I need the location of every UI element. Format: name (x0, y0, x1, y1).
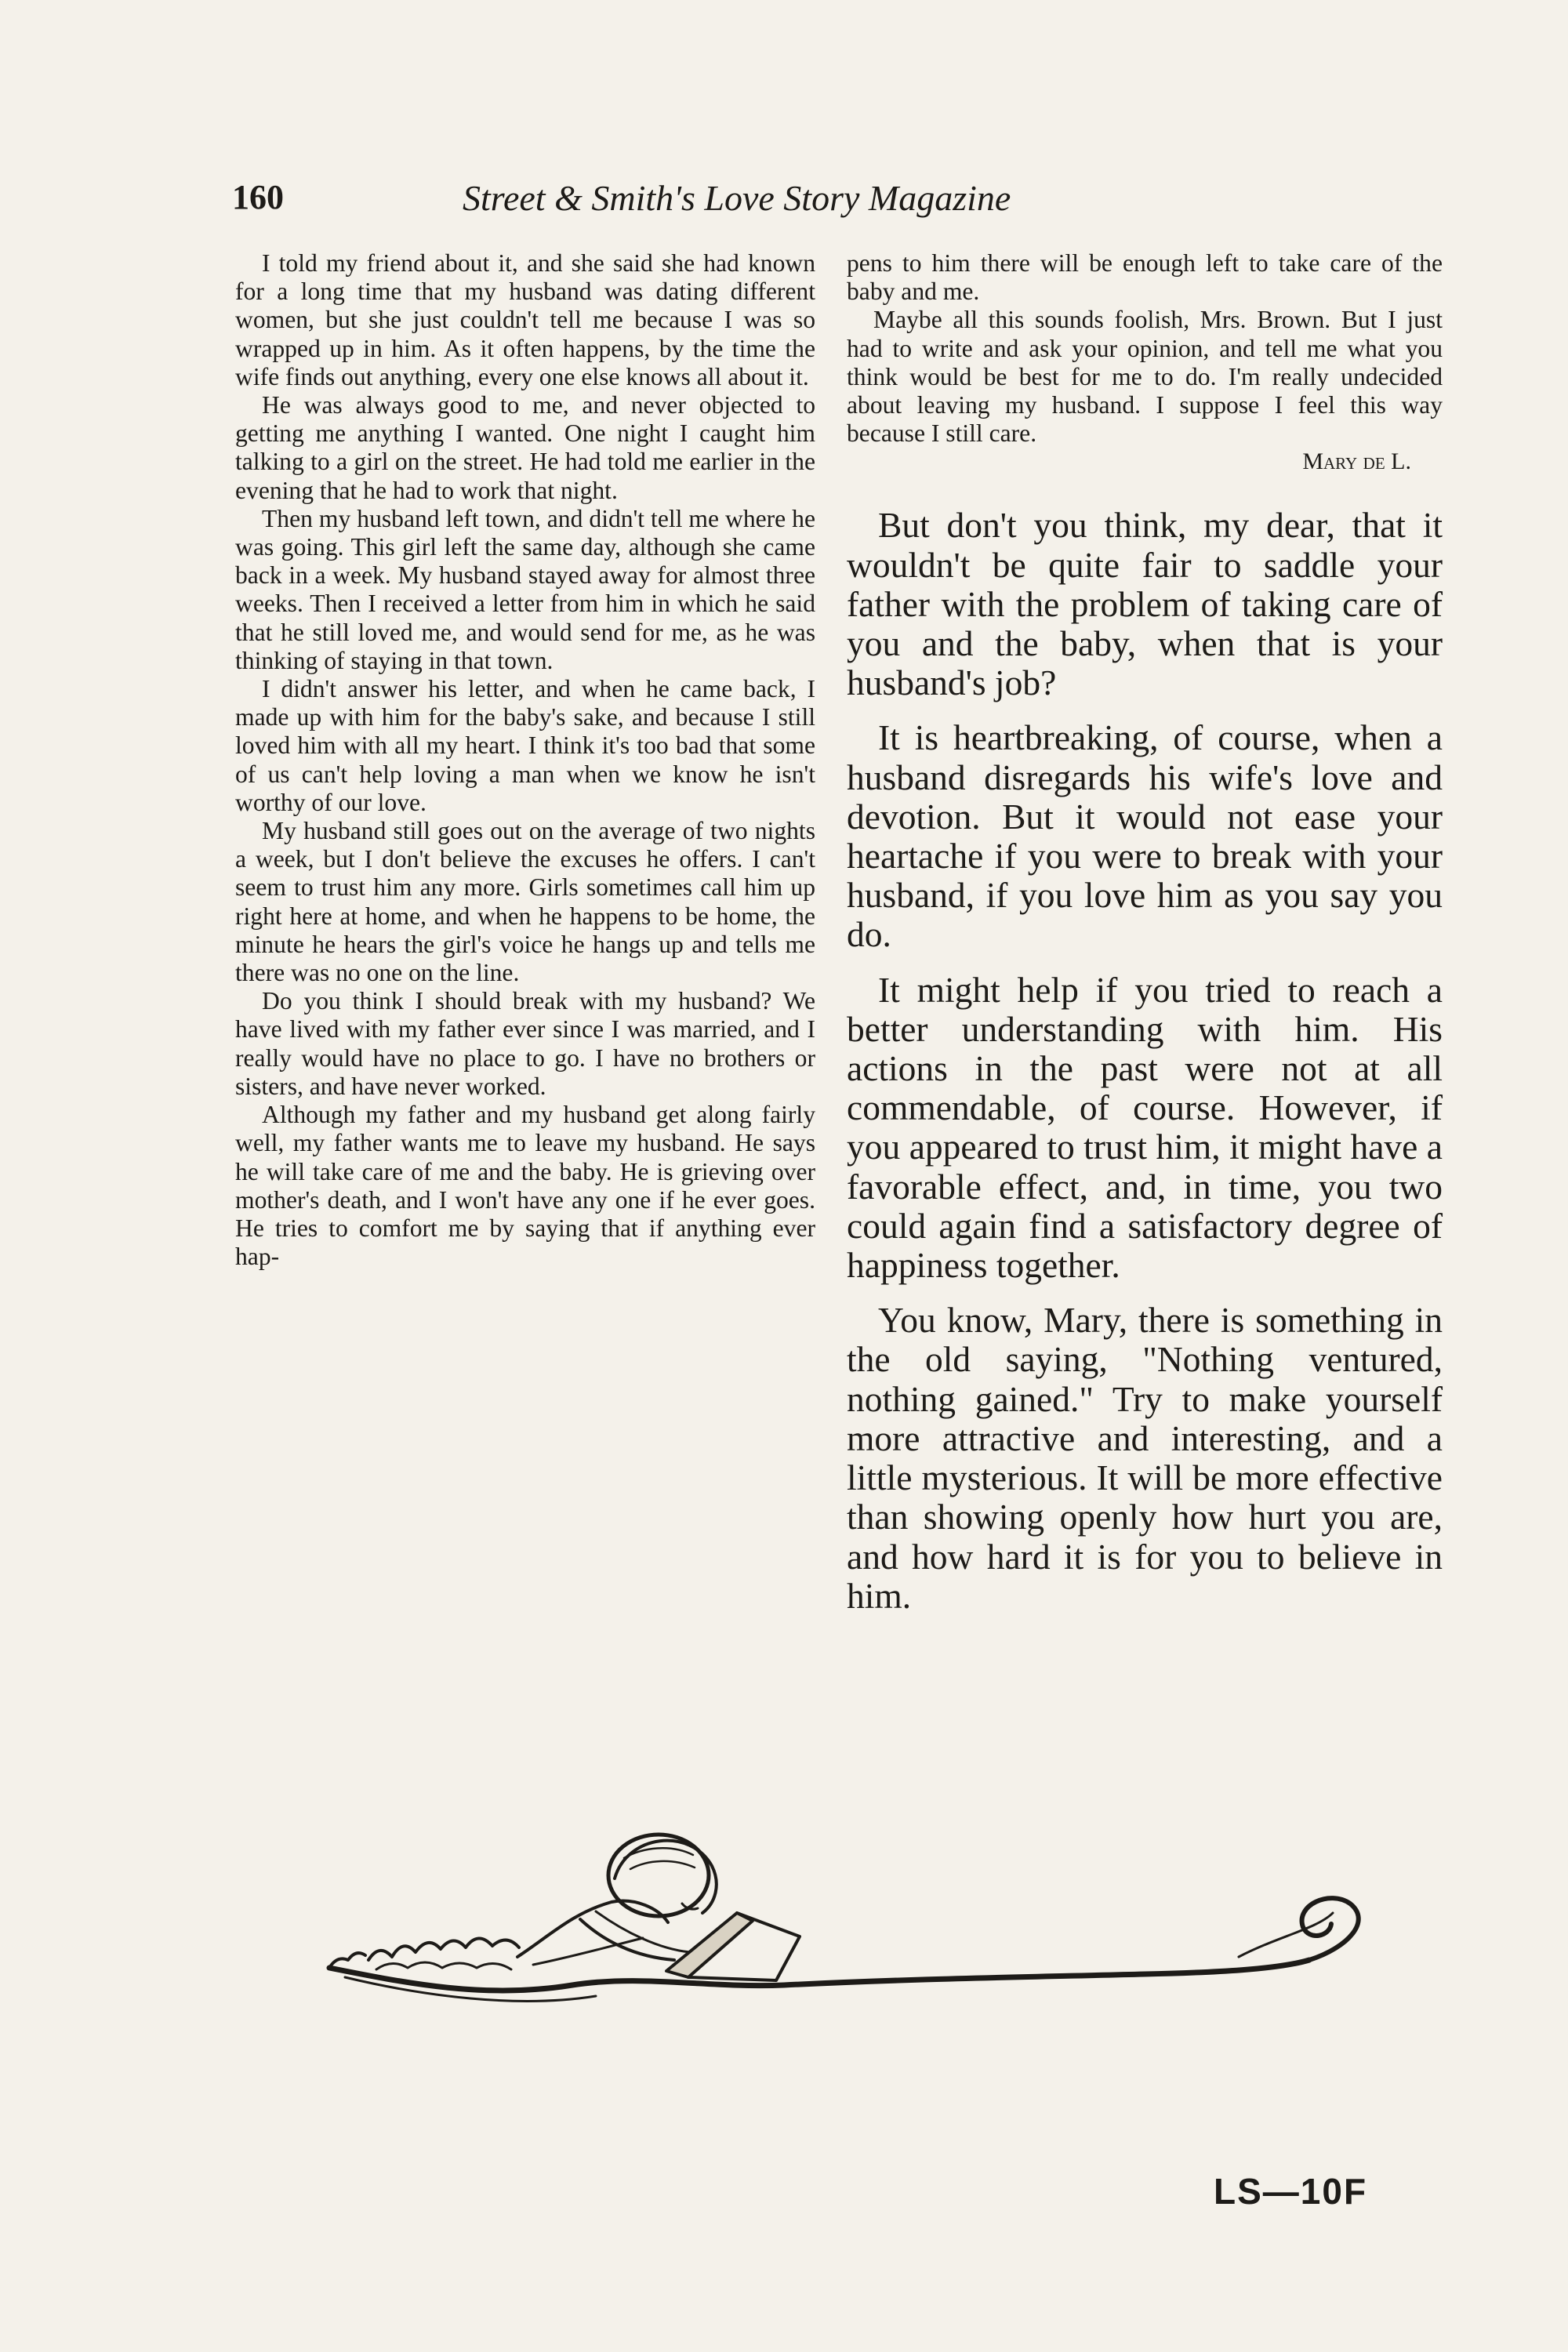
letter-paragraph-1: I told my friend about it, and she said she had known for a long time that my husband was dating different women, but she just couldn't tell me because I was so wrapped up in him. As it often happens, by the time the wife finds out anything, every one else knows all about it. (235, 249, 815, 390)
letter-paragraph-4: I didn't answer his letter, and when he came back, I made up with him for the baby's sake, and because I still loved him with all my heart. I think it's too bad that some of us can't help loving a man when we know he isn't worthy of our love. (235, 675, 815, 816)
letter-end (847, 249, 1443, 476)
letter-paragraph-3: Then my husband left town, and didn't tell me where he was going. This girl left the same day, although she came back in a week. My husband stayed away for almost three weeks. Then I received a letter from him in which he said that he still loved me, and would send for me, as he was thinking of staying in that town. (235, 504, 815, 674)
form-code: LS—10F (1214, 2171, 1368, 2212)
letter-column-left (235, 249, 815, 1271)
letter-paragraph-7: Although my father and my husband get along fairly well, my father wants me to leave my husband. He says he will take care of me and the baby. He is grieving over mother's death, and I won't have any one if he ever goes. He tries to comfort me by saying that if anything ever hap- (235, 1101, 815, 1271)
letter-closing-paragraph: Maybe all this sounds foolish, Mrs. Brown. But I just had to write and ask your opinion, and tell me what you think would be best for me to do. I'm really undecided about leaving my husband. I suppose I feel this way because I still care. (847, 306, 1443, 448)
reading-girl-illustration (314, 1803, 1411, 2085)
letter-paragraph-5: My husband still goes out on the average of two nights a week, but I don't believe the excuses he offers. I can't seem to trust him any more. Girls sometimes call him up right here at home, and when he happens to be home, the minute he hears the girl's voice he hangs up and tells me there was no one on the line. (235, 817, 815, 987)
right-column (847, 249, 1443, 1632)
editor-reply (847, 506, 1443, 1615)
reply-paragraph-3: It might help if you tried to reach a better understanding with him. His actions in the past were not at all commendable, of course. However, if you appeared to trust him, it might have a favorable effect, and, in time, you two could again find a satisfactory degree of happiness together. (847, 969, 1443, 1286)
reply-paragraph-4: You know, Mary, there is something in the old saying, "Nothing ventured, nothing gained." Try to make yourself more attractive and interesting, and a little mysterious. It will be more effective than showing openly how hurt you are, and how hard it is for you to believe in him. (847, 1300, 1443, 1616)
letter-paragraph-2: He was always good to me, and never objected to getting me anything I wanted. One night I caught him talking to a girl on the street. He had told me earlier in the evening that he had to work that night. (235, 391, 815, 504)
page-number: 160 (232, 178, 284, 216)
reply-paragraph-1: But don't you think, my dear, that it wouldn't be quite fair to saddle your father with the problem of taking care of you and the baby, when that is your husband's job? (847, 505, 1443, 703)
letter-continuation: pens to him there will be enough left to take care of the baby and me. (847, 249, 1443, 306)
letter-signature: Mary de L. (1302, 448, 1411, 475)
letter-paragraph-6: Do you think I should break with my husband? We have lived with my father ever since I was married, and I really would have no place to go. I have no brothers or sisters, and have never worked. (235, 987, 815, 1100)
magazine-title: Street & Smith's Love Story Magazine (463, 178, 1011, 218)
reply-paragraph-2: It is heartbreaking, of course, when a husband disregards his wife's love and devotion. But it would not ease your heartache if you were to break with your husband, if you love him as you say you do. (847, 717, 1443, 955)
